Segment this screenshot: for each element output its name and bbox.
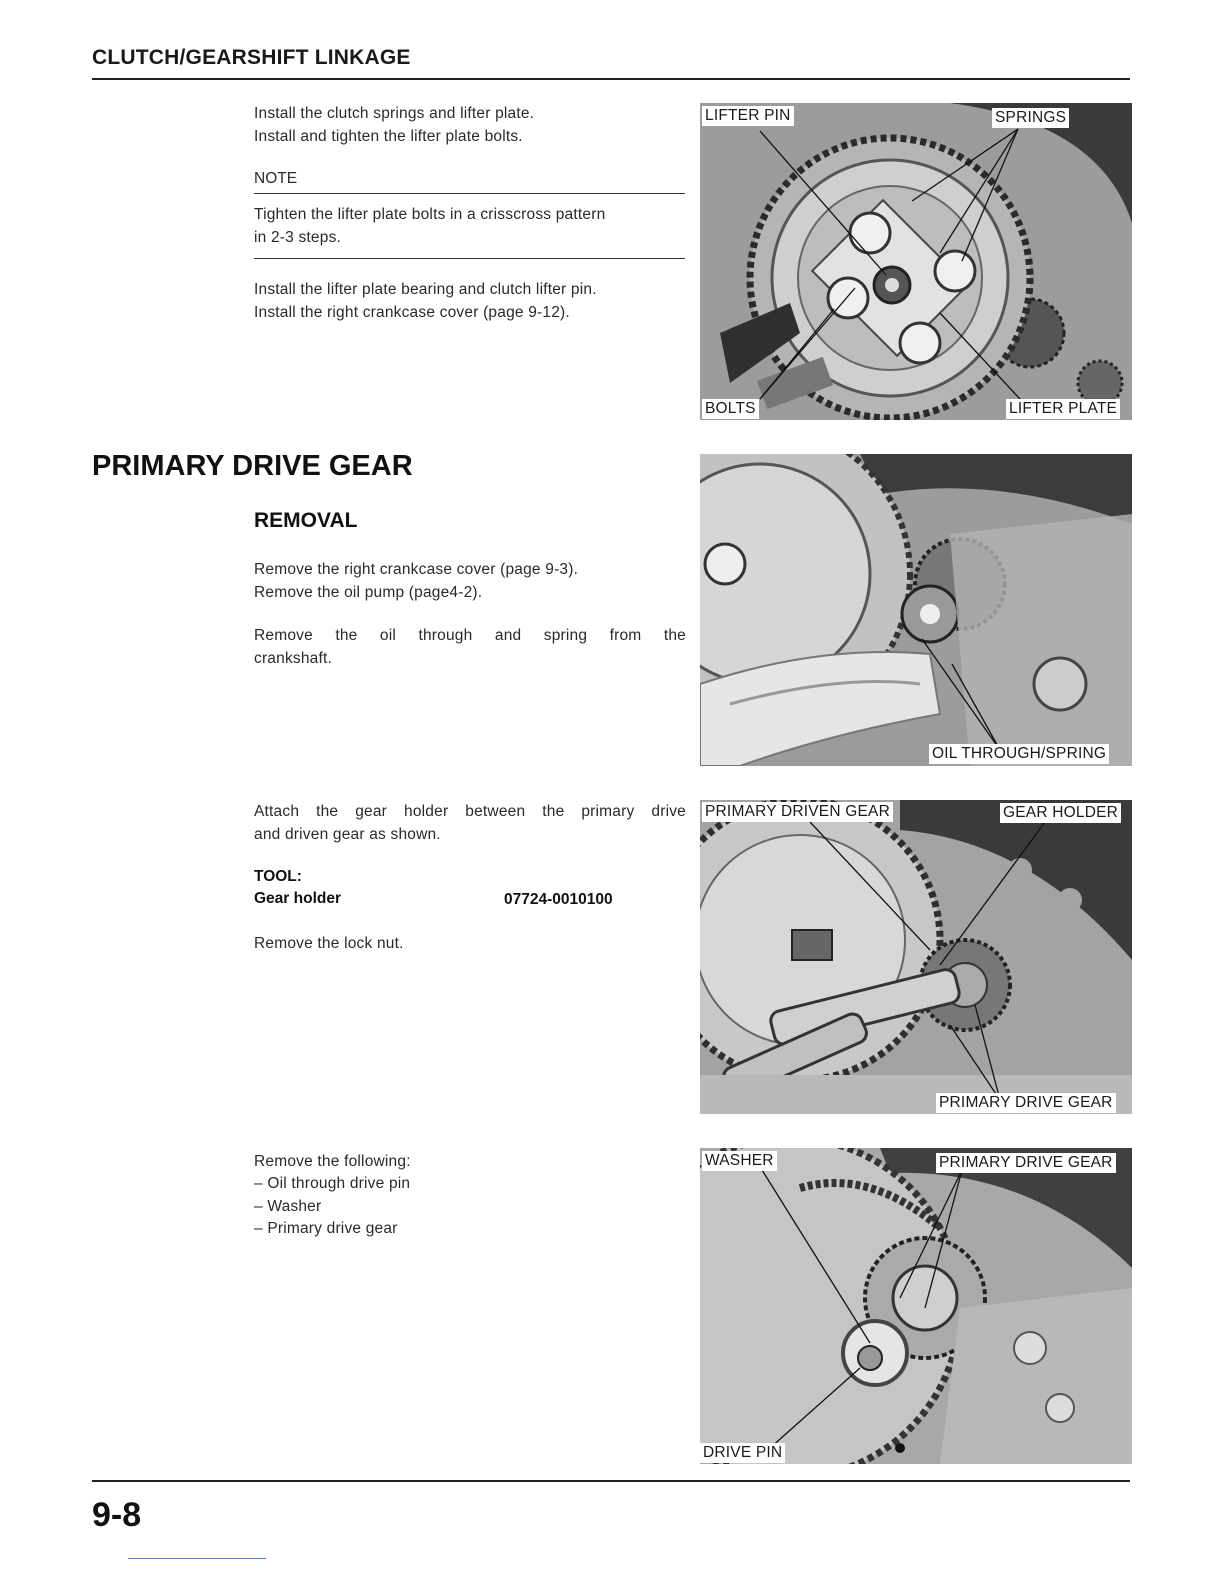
label-springs: SPRINGS — [992, 108, 1069, 128]
underline-mark — [128, 1558, 266, 1559]
list-item: – Oil through drive pin — [254, 1175, 411, 1192]
figure-gear-holder — [700, 800, 1132, 1114]
label-bolts: BOLTS — [702, 399, 759, 419]
removal-list — [254, 1173, 410, 1241]
text-line: Attach the gear holder between the primary drive — [254, 803, 686, 820]
header-rule — [92, 78, 1130, 80]
section-title: PRIMARY DRIVE GEAR — [92, 450, 413, 482]
removal-paragraph-3 — [254, 801, 686, 846]
removal-paragraph-1 — [254, 559, 578, 604]
note-label: NOTE — [254, 170, 298, 187]
label-primary-driven-gear: PRIMARY DRIVEN GEAR — [702, 802, 893, 822]
figure-drive-gear-washer — [700, 1148, 1132, 1464]
text-line: Install the lifter plate bearing and clutch lifter pin. — [254, 281, 597, 298]
label-oil-through-spring: OIL THROUGH/SPRING — [929, 744, 1109, 764]
clutch-photo-illustration — [700, 103, 1132, 420]
figure-oil-through-spring — [700, 454, 1132, 766]
text-line: in 2-3 steps. — [254, 228, 342, 246]
oil-through-photo-illustration — [700, 454, 1132, 766]
removal-paragraph-2 — [254, 625, 686, 670]
tool-name: Gear holder — [254, 890, 341, 907]
tool-heading: TOOL: — [254, 868, 302, 885]
drive-gear-photo-illustration — [700, 1148, 1132, 1464]
footer-rule — [92, 1480, 1130, 1482]
figure-clutch-lifter-plate — [700, 103, 1132, 420]
note-text — [254, 204, 605, 249]
text-line: Remove the right crankcase cover (page 9-3). — [254, 561, 579, 578]
text-line: and driven gear as shown. — [254, 825, 441, 843]
list-item: – Washer — [254, 1197, 322, 1215]
text-line: Install and tighten the lifter plate bolts. — [254, 127, 523, 145]
section-header-title: CLUTCH/GEARSHIFT LINKAGE — [92, 46, 411, 69]
subsection-title-removal: REMOVAL — [254, 509, 358, 532]
label-gear-holder: GEAR HOLDER — [1000, 803, 1121, 823]
text-line: crankshaft. — [254, 649, 333, 667]
list-item: – Primary drive gear — [254, 1220, 398, 1237]
install-paragraph-1 — [254, 103, 534, 148]
label-primary-drive-gear: PRIMARY DRIVE GEAR — [936, 1093, 1116, 1113]
label-lifter-plate: LIFTER PLATE — [1006, 399, 1120, 419]
text-line: Remove the oil through and spring from the — [254, 627, 686, 644]
text-line: Remove the oil pump (page4-2). — [254, 583, 483, 601]
label-drive-pin: DRIVE PIN — [700, 1443, 785, 1463]
install-paragraph-2 — [254, 279, 597, 324]
label-primary-drive-gear: PRIMARY DRIVE GEAR — [936, 1153, 1116, 1173]
tool-part-number: 07724-0010100 — [504, 891, 613, 908]
note-bottom-rule — [254, 258, 685, 259]
page-number: 9-8 — [92, 1496, 142, 1534]
label-lifter-pin: LIFTER PIN — [702, 106, 794, 126]
text-line: Install the right crankcase cover (page 9-12). — [254, 303, 570, 321]
removal-paragraph-4: Remove the lock nut. — [254, 935, 404, 952]
text-line: Install the clutch springs and lifter plate. — [254, 105, 535, 122]
note-top-rule — [254, 193, 685, 194]
text-line: Tighten the lifter plate bolts in a crisscross pattern — [254, 206, 606, 223]
gear-holder-photo-illustration — [700, 800, 1132, 1114]
label-washer: WASHER — [702, 1151, 777, 1171]
removal-list-intro: Remove the following: — [254, 1153, 411, 1170]
